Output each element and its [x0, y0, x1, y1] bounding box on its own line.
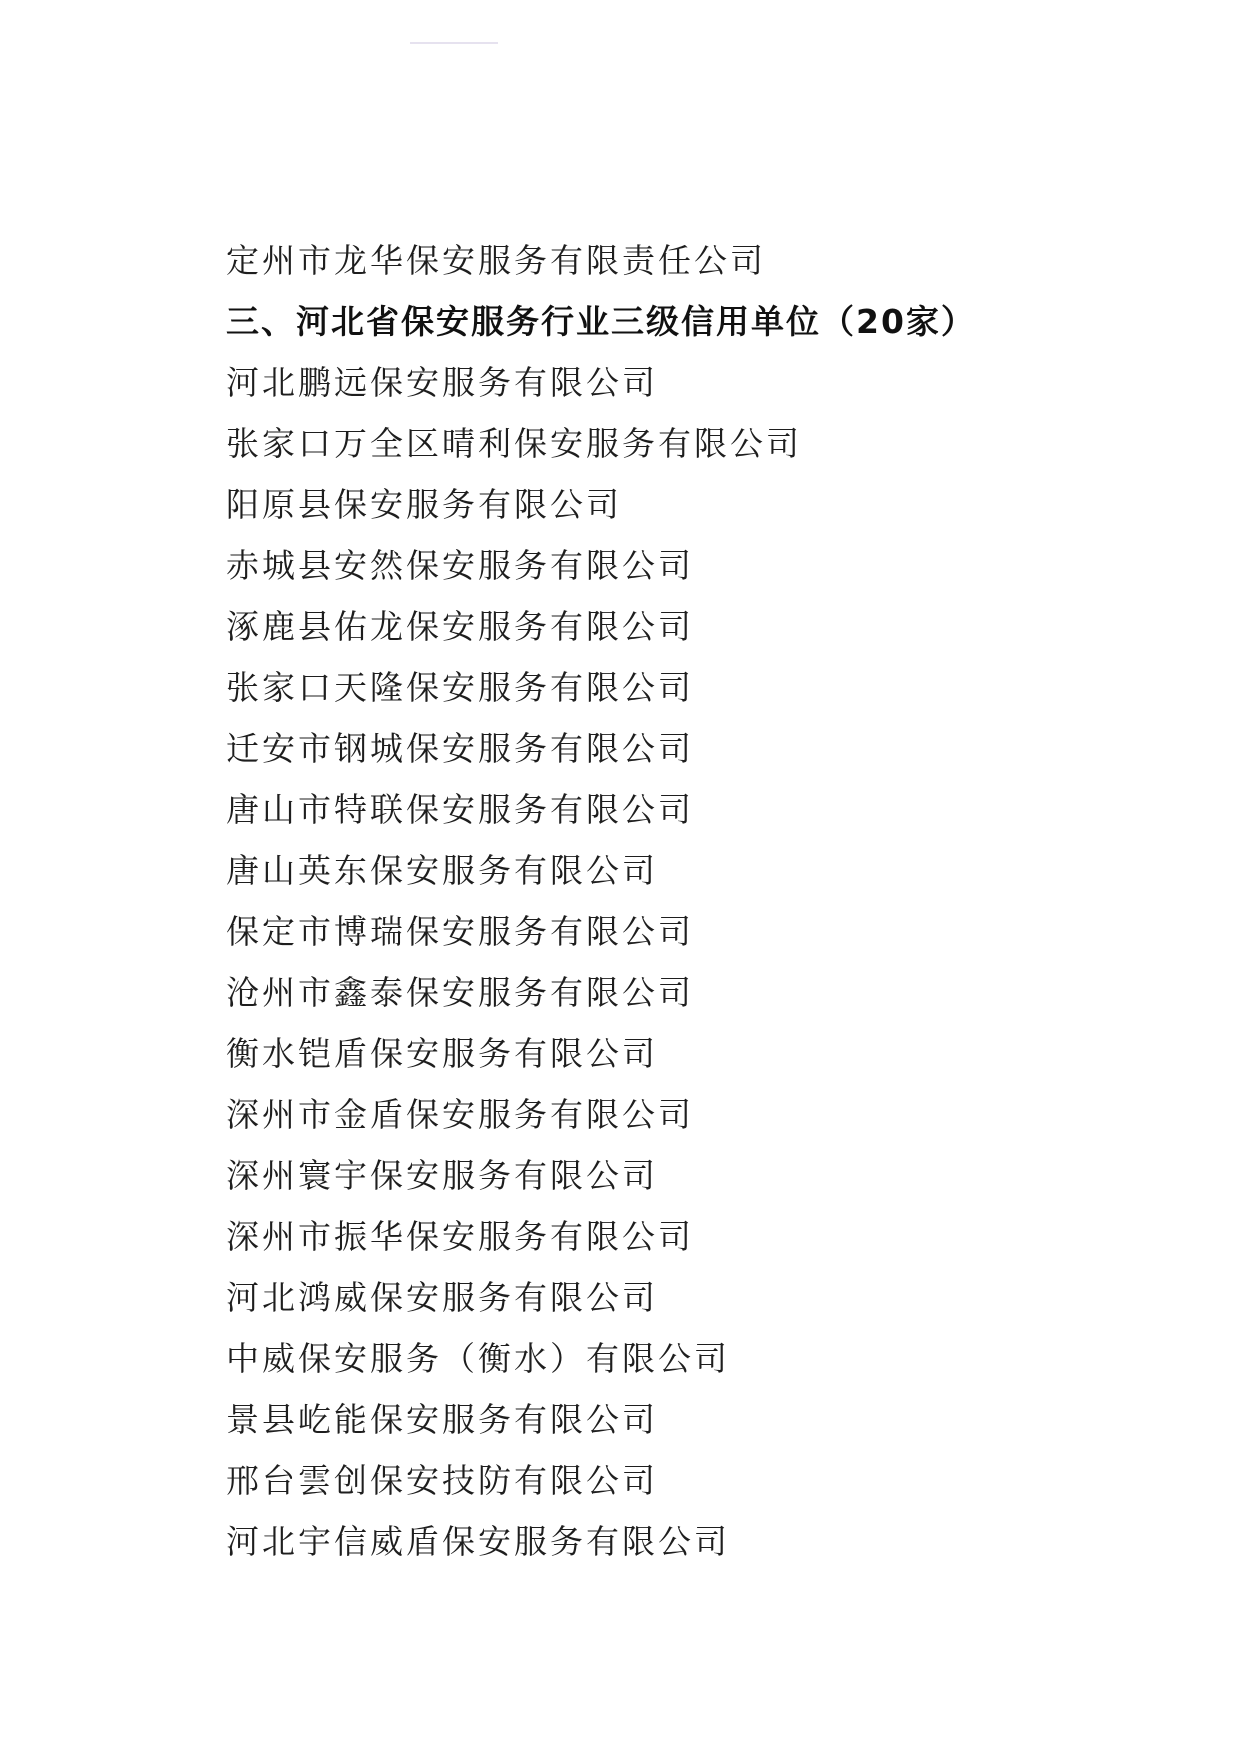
scan-artifact-line — [410, 42, 498, 44]
list-item: 迁安市钢城保安服务有限公司 — [226, 729, 694, 768]
list-item: 深州寰宇保安服务有限公司 — [226, 1156, 658, 1195]
section-heading: 三、河北省保安服务行业三级信用单位（20家） — [226, 302, 976, 341]
list-item: 保定市博瑞保安服务有限公司 — [226, 912, 694, 951]
list-item: 张家口万全区晴利保安服务有限公司 — [226, 424, 802, 463]
list-item: 中威保安服务（衡水）有限公司 — [226, 1339, 730, 1378]
list-item: 唐山市特联保安服务有限公司 — [226, 790, 694, 829]
list-item: 河北鹏远保安服务有限公司 — [226, 363, 658, 402]
list-item: 衡水铠盾保安服务有限公司 — [226, 1034, 658, 1073]
company-list — [226, 352, 1106, 1572]
list-item: 河北宇信威盾保安服务有限公司 — [226, 1522, 730, 1561]
list-item: 赤城县安然保安服务有限公司 — [226, 546, 694, 585]
document-body — [226, 230, 1106, 1572]
list-item: 沧州市鑫泰保安服务有限公司 — [226, 973, 694, 1012]
list-item: 涿鹿县佑龙保安服务有限公司 — [226, 607, 694, 646]
list-item: 深州市金盾保安服务有限公司 — [226, 1095, 694, 1134]
list-item: 邢台雲创保安技防有限公司 — [226, 1461, 658, 1500]
list-item: 深州市振华保安服务有限公司 — [226, 1217, 694, 1256]
continued-list-item: 定州市龙华保安服务有限责任公司 — [226, 241, 766, 280]
list-item: 张家口天隆保安服务有限公司 — [226, 668, 694, 707]
list-item: 河北鸿威保安服务有限公司 — [226, 1278, 658, 1317]
list-item: 景县屹能保安服务有限公司 — [226, 1400, 658, 1439]
list-item: 唐山英东保安服务有限公司 — [226, 851, 658, 890]
list-item: 阳原县保安服务有限公司 — [226, 485, 622, 524]
